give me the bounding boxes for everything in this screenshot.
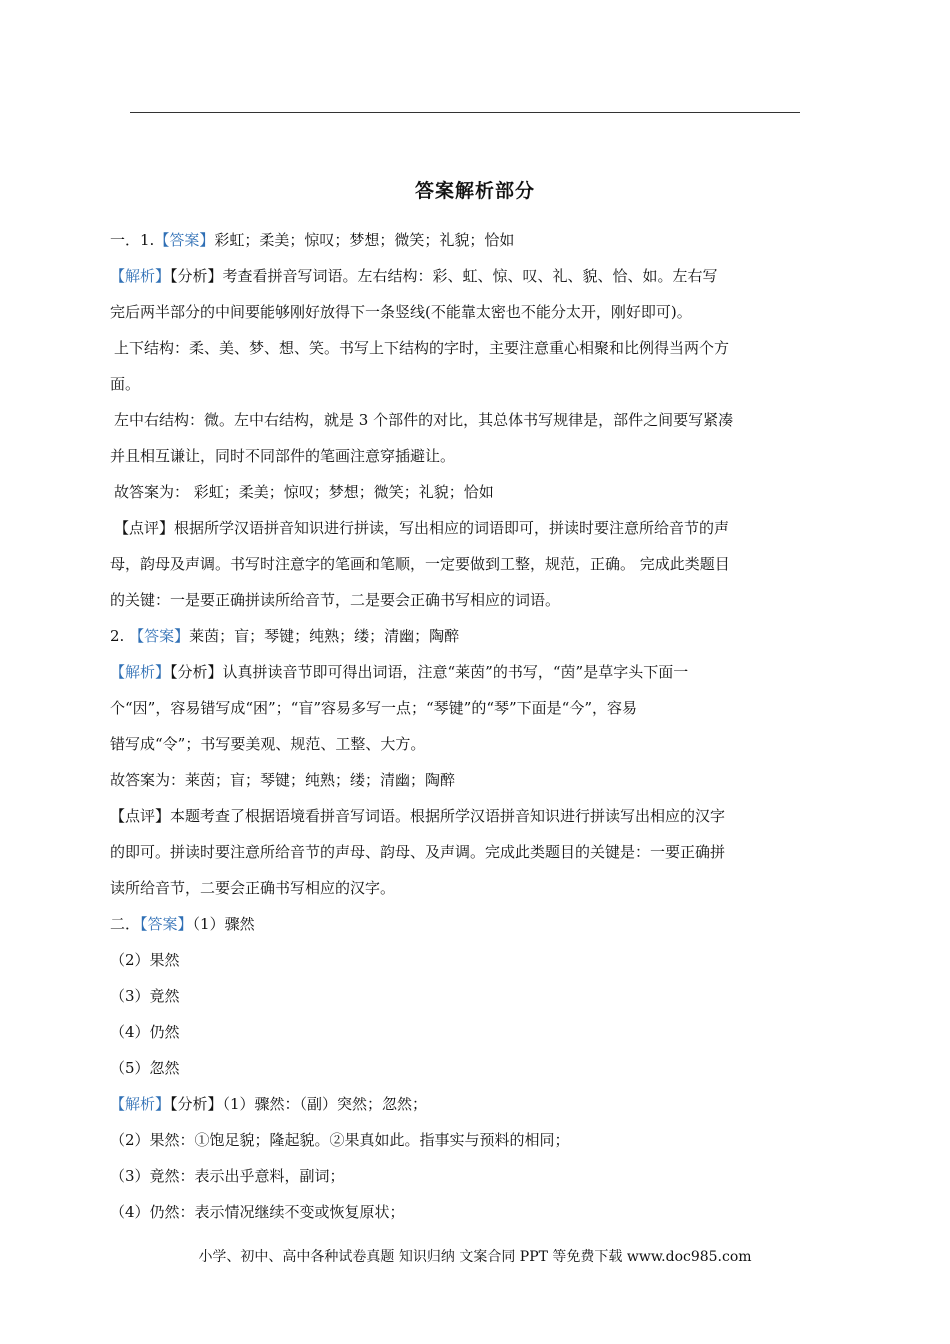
- q1-item1-answer: 彩虹；柔美；惊叹；梦想；微笑；礼貌；恰如: [214, 231, 515, 249]
- answer-content: [110, 222, 832, 1230]
- analysis-text: 【分析】认真拼读音节即可得出词语，注意“莱茵”的书写，“茵”是草字头下面一: [170, 663, 689, 681]
- q2-answer-line: [110, 906, 832, 942]
- answer-tag: 【答案】: [140, 915, 193, 933]
- analysis-tag: 【解析】: [110, 267, 171, 285]
- analysis-text: 面。: [110, 375, 141, 393]
- header-rule: [130, 112, 800, 113]
- q2-answer: （2）果然: [110, 951, 180, 969]
- page-title: 答案解析部分: [414, 180, 535, 202]
- analysis-text: 【分析】（1）骤然：（副）突然；忽然；: [170, 1095, 428, 1113]
- q1-item1-prefix: 一．1.: [110, 231, 155, 249]
- q2-answer: （5）忽然: [110, 1059, 180, 1077]
- q1-item1-analysis-line: [110, 258, 832, 294]
- q1-item2-prefix: 2.: [110, 627, 130, 645]
- q2-answer: （1）骤然: [192, 915, 255, 933]
- analysis-text: 错写成“令”；书写要美观、规范、工整、大方。: [110, 735, 426, 753]
- analysis-text: （4）仍然：表示情况继续不变或恢复原状；: [110, 1203, 405, 1221]
- page-footer: 小学、初中、高中各种试卷真题 知识归纳 文案合同 PPT 等免费下载 www.doc985.com: [198, 1249, 752, 1265]
- answer-tag: 【答案】: [154, 231, 215, 249]
- analysis-tag: 【解析】: [110, 663, 171, 681]
- comment-text: 母，韵母及声调。书写时注意字的笔画和笔顺，一定要做到工整，规范，正确。 完成此类题目: [110, 555, 730, 573]
- analysis-text: 完后两半部分的中间要能够刚好放得下一条竖线(不能靠太密也不能分太开，刚好即可)。: [110, 303, 692, 321]
- comment-text: 【点评】根据所学汉语拼音知识进行拼读，写出相应的词语即可，拼读时要注意所给音节的声: [114, 519, 730, 537]
- final-answer-text: 故答案为：莱茵；盲；琴键；纯熟；缕；清幽；陶醉: [110, 771, 456, 789]
- analysis-text: 【分析】考查看拼音写词语。左右结构：彩、虹、惊、叹、礼、貌、恰、如。左右写: [170, 267, 718, 285]
- analysis-text: 左中右结构：微。左中右结构，就是 3 个部件的对比，其总体书写规律是，部件之间要写紧凑: [114, 411, 734, 429]
- final-answer-text: 故答案为： 彩虹；柔美；惊叹；梦想；微笑；礼貌；恰如: [114, 483, 494, 501]
- q2-analysis-line: [110, 1086, 832, 1122]
- q1-item2-analysis-line: [110, 654, 832, 690]
- analysis-text: （3）竟然：表示出乎意料，副词；: [110, 1167, 345, 1185]
- comment-text: 【点评】本题考查了根据语境看拼音写词语。根据所学汉语拼音知识进行拼读写出相应的汉字: [110, 807, 726, 825]
- analysis-tag: 【解析】: [110, 1095, 171, 1113]
- analysis-text: 并且相互谦让，同时不同部件的笔画注意穿插避让。: [110, 447, 456, 465]
- q1-item1-answer-line: [110, 222, 832, 258]
- comment-text: 的即可。拼读时要注意所给音节的声母、韵母、及声调。完成此类题目的关键是：一要正确拼: [110, 843, 726, 861]
- analysis-text: （2）果然：①饱足貌；隆起貌。②果真如此。指事实与预料的相同；: [110, 1131, 570, 1149]
- analysis-text: 上下结构：柔、美、梦、想、笑。书写上下结构的字时，主要注意重心相聚和比例得当两个方: [114, 339, 730, 357]
- q2-answer: （3）竟然: [110, 987, 180, 1005]
- comment-text: 读所给音节，二要会正确书写相应的汉字。: [110, 879, 396, 897]
- answer-tag: 【答案】: [129, 627, 190, 645]
- q1-item2-answer-line: [110, 618, 832, 654]
- analysis-text: 个“因”，容易错写成“困”；“盲”容易多写一点；“琴键”的“琴”下面是“今”，容易: [110, 699, 638, 717]
- comment-text: 的关键：一是要正确拼读所给音节，二是要会正确书写相应的词语。: [110, 591, 561, 609]
- q1-item2-answer: 莱茵；盲；琴键；纯熟；缕；清幽；陶醉: [189, 627, 460, 645]
- q2-answer: （4）仍然: [110, 1023, 180, 1041]
- q2-prefix: 二．: [110, 915, 141, 933]
